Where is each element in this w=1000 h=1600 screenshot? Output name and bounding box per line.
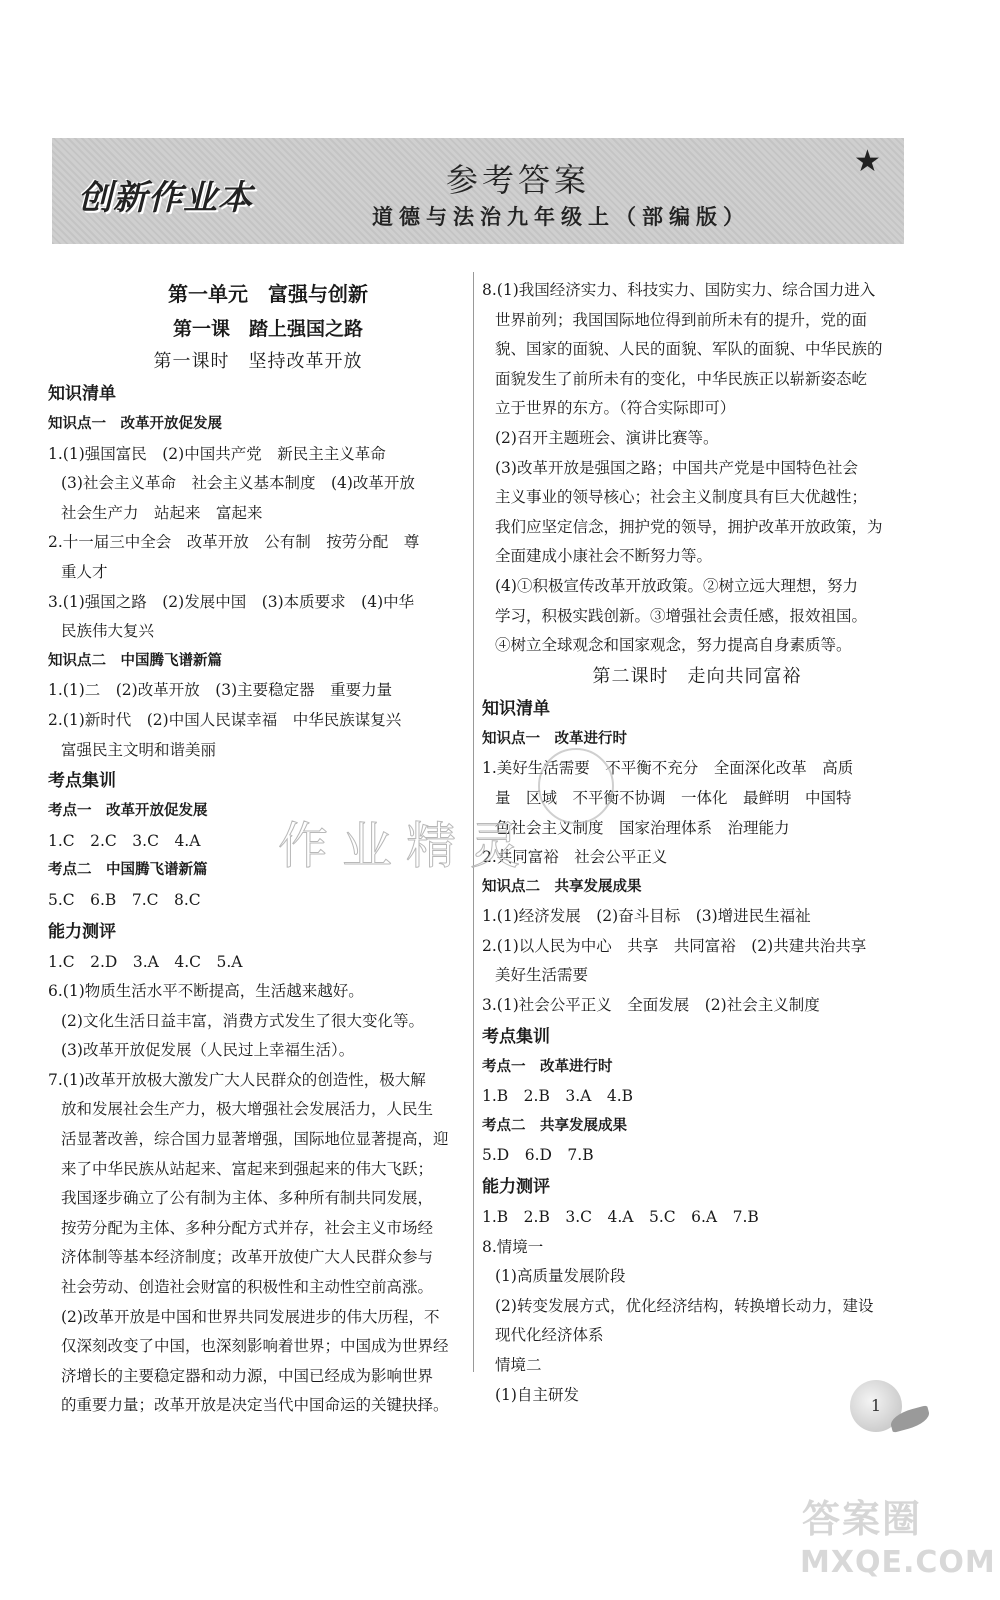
answer-line: 1.美好生活需要 不平衡不充分 全面深化改革 高质	[482, 759, 854, 778]
answer-line: 1.B 2.B 3.A 4.B	[482, 1087, 634, 1106]
answer-line: 2.(1)新时代 (2)中国人民谋幸福 中华民族谋复兴	[48, 710, 402, 729]
page-subtitle: 道德与法治九年级上（部编版）	[372, 204, 750, 229]
answer-line: 仅深刻改变了中国，也深刻影响着世界；中国成为世界经	[61, 1337, 449, 1356]
answer-line: (1)自主研发	[495, 1385, 579, 1404]
section-heading: 知识清单	[482, 698, 550, 719]
answer-line: 面貌发生了前所未有的变化，中华民族正以崭新姿态屹	[495, 369, 868, 388]
period-heading: 第一课时 坚持改革开放	[153, 351, 363, 372]
answer-line: 情境二	[495, 1356, 542, 1374]
watermark-text: 作业精灵	[278, 817, 534, 875]
answer-line: (3)改革开放促发展（人民过上幸福生活）。	[61, 1041, 355, 1060]
answer-line: (2)改革开放是中国和世界共同发展进步的伟大历程，不	[61, 1307, 440, 1326]
answer-line: 貌、国家的面貌、人民的面貌、军队的面貌、中华民族的	[495, 340, 883, 359]
answer-line: 1.(1)强国富民 (2)中国共产党 新民主主义革命	[48, 444, 386, 463]
answer-line: 来了中华民族从站起来、富起来到强起来的伟大飞跃；	[61, 1159, 434, 1178]
test-point-heading: 考点一 改革进行时	[482, 1058, 613, 1075]
site-url: MXQE.COM	[800, 1545, 996, 1580]
right-column	[482, 276, 912, 1410]
answer-line: (1)高质量发展阶段	[495, 1267, 626, 1286]
answer-line: 量 区域 不平衡不协调 一体化 最鲜明 中国特	[495, 788, 852, 807]
answer-line: 美好生活需要	[495, 966, 589, 985]
answer-line: 学习，积极实践创新。③增强社会责任感，报效祖国。	[495, 606, 868, 625]
period-heading: 第二课时 走向共同富裕	[592, 665, 802, 687]
answer-line: 重人才	[61, 562, 108, 581]
page-title: 参考答案	[446, 161, 591, 199]
answer-line: 社会生产力 站起来 富起来	[61, 503, 263, 522]
answer-line: 放和发展社会生产力，极大增强社会发展活力，人民生	[61, 1100, 434, 1119]
answer-line: 富强民主文明和谐美丽	[61, 740, 217, 759]
answer-line: (3)社会主义革命 社会主义基本制度 (4)改革开放	[61, 474, 415, 493]
answer-line: 1.(1)经济发展 (2)奋斗目标 (3)增进民生福祉	[482, 907, 811, 926]
answer-line: 社会劳动、创造社会财富的积极性和主动性空前高涨。	[61, 1278, 434, 1297]
answer-line: 济增长的主要稳定器和动力源，中国已经成为影响世界	[61, 1366, 434, 1385]
test-point-heading: 考点二 中国腾飞谱新篇	[48, 862, 208, 879]
answer-line: 5.D 6.D 7.B	[482, 1146, 594, 1165]
knowledge-point-heading: 知识点一 改革开放促发展	[48, 416, 222, 432]
answer-line: 色社会主义制度 国家治理体系 治理能力	[495, 818, 790, 837]
section-heading: 能力测评	[482, 1177, 550, 1198]
answer-line: 的重要力量；改革开放是决定当代中国命运的关键抉择。	[61, 1396, 449, 1415]
answer-line: 1.B 2.B 3.C 4.A 5.C 6.A 7.B	[482, 1208, 759, 1227]
answer-line: 2.(1)以人民为中心 共享 共同富裕 (2)共建共治共享	[482, 936, 867, 955]
answer-line: (2)召开主题班会、演讲比赛等。	[495, 428, 719, 447]
answer-line: (3)改革开放是强国之路；中国共产党是中国特色社会	[495, 458, 858, 477]
answer-line: 立于世界的东方。（符合实际即可）	[495, 399, 736, 418]
answer-line: 济体制等基本经济制度；改革开放使广大人民群众参与	[61, 1248, 434, 1267]
answer-line: 现代化经济体系	[495, 1326, 604, 1345]
section-heading: 知识清单	[48, 384, 116, 404]
section-heading: 考点集训	[482, 1026, 550, 1047]
answer-line: 7.(1)改革开放极大激发广大人民群众的创造性，极大解	[48, 1070, 426, 1089]
section-heading: 能力测评	[48, 921, 116, 942]
answer-line: 1.(1)二 (2)改革开放 (3)主要稳定器 重要力量	[48, 681, 393, 700]
answer-line: 2.共同富裕 社会公平正义	[482, 848, 668, 867]
page-number: 1	[850, 1380, 902, 1432]
knowledge-point-heading: 知识点一 改革进行时	[482, 730, 627, 747]
answer-line: 3.(1)社会公平正义 全面发展 (2)社会主义制度	[482, 996, 820, 1015]
answer-line: ④树立全球观念和国家观念，努力提高自身素质等。	[495, 636, 852, 655]
brand-logo: 创新作业本	[78, 178, 253, 218]
test-point-heading: 考点一 改革开放促发展	[48, 803, 208, 820]
answer-line: 3.(1)强国之路 (2)发展中国 (3)本质要求 (4)中华	[48, 592, 415, 611]
answer-line: (2)文化生活日益丰富，消费方式发生了很大变化等。	[61, 1011, 424, 1030]
answer-line: 1.C 2.D 3.A 4.C 5.A	[48, 952, 243, 971]
unit-heading: 第一单元 富强与创新	[168, 282, 368, 306]
answer-line: 世界前列；我国国际地位得到前所未有的提升，党的面	[495, 310, 868, 329]
answer-line: 活显著改善，综合国力显著增强，国际地位显著提高，迎	[61, 1130, 449, 1149]
lesson-heading: 第一课 踏上强国之路	[172, 318, 363, 340]
star-icon: ★	[854, 144, 881, 179]
section-heading: 考点集训	[48, 771, 116, 792]
answer-line: 主义事业的领导核心；社会主义制度具有巨大优越性；	[495, 488, 868, 507]
answer-line: 6.(1)物质生活水平不断提高，生活越来越好。	[48, 982, 364, 1001]
answer-line: (2)转变发展方式，优化经济结构，转换增长动力，建设	[495, 1296, 874, 1315]
knowledge-point-heading: 知识点二 共享发展成果	[482, 878, 642, 895]
answer-line: 我国逐步确立了公有制为主体、多种所有制共同发展，	[61, 1189, 434, 1208]
answer-line: 我们应坚定信念，拥护党的领导，拥护改革开放政策，为	[495, 517, 883, 536]
test-point-heading: 考点二 共享发展成果	[482, 1117, 627, 1134]
answer-line: 2.十一届三中全会 改革开放 公有制 按劳分配 尊	[48, 533, 420, 552]
answer-line: 1.C 2.C 3.C 4.A	[48, 831, 201, 850]
answer-line: 8.(1)我国经济实力、科技实力、国防实力、综合国力进入	[482, 281, 876, 299]
site-logo: 答案圈	[802, 1497, 923, 1541]
answer-line: (4)①积极宣传改革开放政策。②树立远大理想，努力	[495, 576, 858, 595]
watermark-seal-icon	[538, 748, 614, 824]
answer-line: 按劳分配为主体、多种分配方式并存，社会主义市场经	[61, 1218, 434, 1237]
answer-line: 全面建成小康社会不断努力等。	[495, 547, 713, 566]
answer-line: 5.C 6.B 7.C 8.C	[48, 890, 201, 909]
knowledge-point-heading: 知识点二 中国腾飞谱新篇	[48, 652, 222, 669]
answer-line: 8.情境一	[482, 1237, 544, 1256]
answer-line: 民族伟大复兴	[61, 622, 155, 641]
